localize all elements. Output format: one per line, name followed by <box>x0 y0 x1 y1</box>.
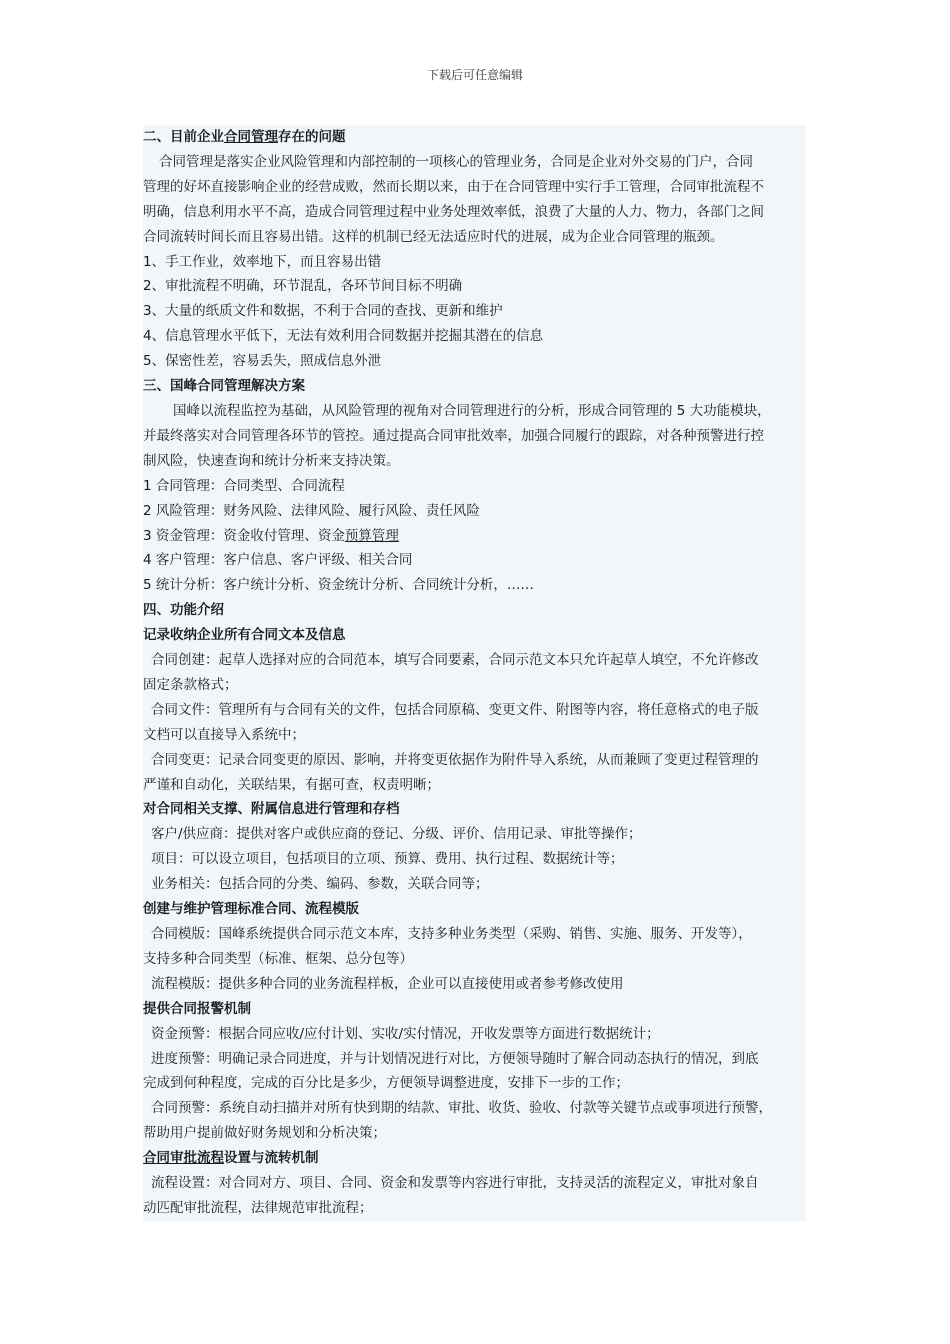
feature-line: 完成到何种程度，完成的百分比是多少，方便领导调整进度，安排下一步的工作； <box>143 1071 806 1096</box>
feature-line: 合同创建：起草人选择对应的合同范本，填写合同要素，合同示范文本只允许起草人填空，不允许修改 <box>143 648 806 673</box>
list-item: 5 统计分析：客户统计分析、资金统计分析、合同统计分析，…… <box>143 573 806 598</box>
feature-line: 进度预警：明确记录合同进度，并与计划情况进行对比，方便领导随时了解合同动态执行的情况，到底 <box>143 1047 806 1072</box>
paragraph-line: 并最终落实对合同管理各环节的管控。通过提高合同审批效率，加强合同履行的跟踪，对各种预警进行控 <box>143 424 806 449</box>
feature-line: 严谨和自动化，关联结果，有据可查，权责明晰； <box>143 773 806 798</box>
feature-line: 合同文件：管理所有与合同有关的文件，包括合同原稿、变更文件、附图等内容，将任意格式的电子版 <box>143 698 806 723</box>
section-heading-features: 四、功能介绍 <box>143 598 806 623</box>
feature-line: 项目：可以设立项目，包括项目的立项、预算、费用、执行过程、数据统计等； <box>143 847 806 872</box>
list-item: 2 风险管理：财务风险、法律风险、履行风险、责任风险 <box>143 499 806 524</box>
list-item: 5、保密性差，容易丢失，照成信息外泄 <box>143 349 806 374</box>
list-item: 1 合同管理：合同类型、合同流程 <box>143 474 806 499</box>
list-item: 1、手工作业，效率地下，而且容易出错 <box>143 250 806 275</box>
feature-line: 客户/供应商：提供对客户或供应商的登记、分级、评价、信用记录、审批等操作； <box>143 822 806 847</box>
contract-management-link[interactable]: 合同管理 <box>224 129 278 145</box>
list-item-text: 3 资金管理：资金收付管理、资金 <box>143 527 345 544</box>
feature-line: 固定条款格式； <box>143 673 806 698</box>
section-heading-problems <box>143 125 806 150</box>
group-heading-approval <box>143 1146 806 1171</box>
paragraph-line: 国峰以流程监控为基础，从风险管理的视角对合同管理进行的分析，形成合同管理的 5 大功能模块， <box>143 399 806 424</box>
group-heading-templates: 创建与维护管理标准合同、流程模版 <box>143 897 806 922</box>
list-item: 4、信息管理水平低下，无法有效利用合同数据并挖掘其潜在的信息 <box>143 324 806 349</box>
section-heading-solution: 三、国峰合同管理解决方案 <box>143 374 806 399</box>
paragraph-line: 制风险，快速查询和统计分析来支持决策。 <box>143 449 806 474</box>
feature-line: 合同预警：系统自动扫描并对所有快到期的结款、审批、收货、验收、付款等关键节点或事项进行预警， <box>143 1096 806 1121</box>
feature-line: 业务相关：包括合同的分类、编码、参数，关联合同等； <box>143 872 806 897</box>
list-item: 3、大量的纸质文件和数据，不利于合同的查找、更新和维护 <box>143 299 806 324</box>
group-heading-alerts: 提供合同报警机制 <box>143 997 806 1022</box>
feature-line: 合同模版：国峰系统提供合同示范文本库，支持多种业务类型（采购、销售、实施、服务、开发等）， <box>143 922 806 947</box>
group-heading-records: 记录收纳企业所有合同文本及信息 <box>143 623 806 648</box>
feature-line: 流程模版：提供多种合同的业务流程样板，企业可以直接使用或者参考修改使用 <box>143 972 806 997</box>
heading-text: 存在的问题 <box>278 129 346 145</box>
paragraph-line: 合同管理是落实企业风险管理和内部控制的一项核心的管理业务，合同是企业对外交易的门户，合同 <box>143 150 806 175</box>
list-item: 4 客户管理：客户信息、客户评级、相关合同 <box>143 548 806 573</box>
feature-line: 合同变更：记录合同变更的原因、影响，并将变更依据作为附件导入系统，从而兼顾了变更过程管理的 <box>143 748 806 773</box>
feature-line: 动匹配审批流程，法律规范审批流程； <box>143 1196 806 1221</box>
page-header-note: 下载后可任意编辑 <box>426 68 523 82</box>
paragraph-line: 管理的好坏直接影响企业的经营成败，然而长期以来，由于在合同管理中实行手工管理，合同审批流程不 <box>143 175 806 200</box>
paragraph-line: 明确，信息利用水平不高，造成合同管理过程中业务处理效率低，浪费了大量的人力、物力，各部门之间 <box>143 200 806 225</box>
budget-management-link[interactable]: 预算管理 <box>344 527 399 544</box>
heading-text: 设置与流转机制 <box>224 1150 319 1167</box>
feature-line: 帮助用户提前做好财务规划和分析决策； <box>143 1121 806 1146</box>
feature-line: 流程设置：对合同对方、项目、合同、资金和发票等内容进行审批，支持灵活的流程定义，审批对象自 <box>143 1171 806 1196</box>
feature-line: 文档可以直接导入系统中； <box>143 723 806 748</box>
feature-line: 支持多种合同类型（标准、框架、总分包等） <box>143 947 806 972</box>
heading-text: 二、目前企业 <box>143 129 224 145</box>
group-heading-support-info: 对合同相关支撑、附属信息进行管理和存档 <box>143 797 806 822</box>
document-body <box>143 125 806 1221</box>
paragraph-line: 合同流转时间长而且容易出错。这样的机制已经无法适应时代的进展，成为企业合同管理的瓶颈。 <box>143 225 806 250</box>
feature-line: 资金预警：根据合同应收/应付计划、实收/实付情况，开收发票等方面进行数据统计； <box>143 1022 806 1047</box>
list-item <box>143 524 806 549</box>
approval-process-link[interactable]: 合同审批流程 <box>143 1150 224 1167</box>
list-item: 2、审批流程不明确，环节混乱，各环节间目标不明确 <box>143 274 806 299</box>
